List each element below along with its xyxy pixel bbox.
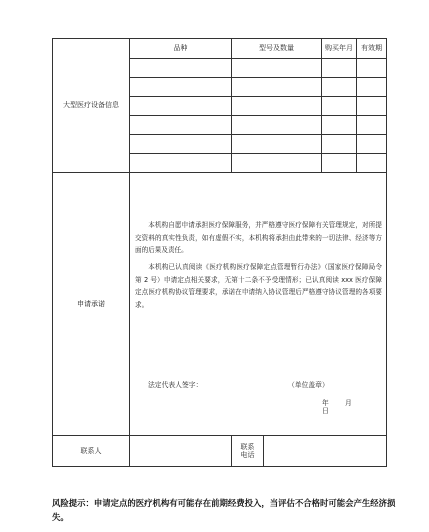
date-line <box>322 399 386 415</box>
date-year: 年 <box>322 399 329 407</box>
validity-cell[interactable] <box>357 97 387 116</box>
variety-cell[interactable] <box>130 135 232 154</box>
seal-label: （单位盖章） <box>288 381 329 389</box>
header-model-quantity: 型号及数量 <box>232 39 322 59</box>
purchase-date-cell[interactable] <box>322 97 357 116</box>
variety-cell[interactable] <box>130 78 232 97</box>
equipment-section-label: 大型医疗设备信息 <box>53 39 130 173</box>
contact-row <box>53 436 387 467</box>
variety-cell[interactable] <box>130 116 232 135</box>
model-quantity-cell[interactable] <box>232 154 322 173</box>
form-table <box>52 38 387 467</box>
commitment-paragraph-2: 本机构已认真阅读《医疗机构医疗保障定点管理暂行办法》（国家医疗保障局令第 2 号）申请定点相关要求，无第十二条不予受理情形；已认真阅读 xxx 医疗保障定点医疗机构协议管理要求，承诺在申请纳入协议管理后严格遵守协议管理的各项要求。 <box>135 263 382 309</box>
validity-cell[interactable] <box>357 154 387 173</box>
date-month: 月 <box>344 399 352 407</box>
purchase-date-cell[interactable] <box>322 116 357 135</box>
validity-cell[interactable] <box>357 78 387 97</box>
contact-person-value[interactable] <box>130 436 232 467</box>
equipment-header-row <box>53 39 387 59</box>
contact-person-label: 联系人 <box>53 436 130 467</box>
variety-cell[interactable] <box>130 97 232 116</box>
variety-cell[interactable] <box>130 154 232 173</box>
commitment-row <box>53 173 387 436</box>
model-quantity-cell[interactable] <box>232 59 322 78</box>
purchase-date-cell[interactable] <box>322 135 357 154</box>
contact-phone-label: 联系 电话 <box>232 436 264 467</box>
variety-cell[interactable] <box>130 59 232 78</box>
model-quantity-cell[interactable] <box>232 97 322 116</box>
signature-label: 法定代表人签字： <box>148 381 203 389</box>
commitment-content <box>130 173 387 436</box>
date-day: 日 <box>322 407 329 416</box>
commitment-section-label: 申请承诺 <box>53 173 130 436</box>
purchase-date-cell[interactable] <box>322 154 357 173</box>
model-quantity-cell[interactable] <box>232 135 322 154</box>
header-validity: 有效期 <box>357 39 387 59</box>
contact-phone-value[interactable] <box>264 436 387 467</box>
validity-cell[interactable] <box>357 135 387 154</box>
header-variety: 品种 <box>130 39 232 59</box>
validity-cell[interactable] <box>357 59 387 78</box>
risk-notice: 风险提示：申请定点的医疗机构有可能存在前期经费投入，当评估不合格时可能会产生经济损失。 <box>52 498 396 522</box>
purchase-date-cell[interactable] <box>322 78 357 97</box>
validity-cell[interactable] <box>357 116 387 135</box>
purchase-date-cell[interactable] <box>322 59 357 78</box>
model-quantity-cell[interactable] <box>232 78 322 97</box>
commitment-paragraph-1: 本机构自愿申请承担医疗保障服务，并严格遵守医疗保障有关管理规定，对所提交资料的真实性负责，如有虚假不实，本机构将承担由此带来的一切法律、经济等方面的后果及责任。 <box>135 221 382 254</box>
header-purchase-date: 购买年月 <box>322 39 357 59</box>
model-quantity-cell[interactable] <box>232 116 322 135</box>
application-form <box>52 38 387 467</box>
